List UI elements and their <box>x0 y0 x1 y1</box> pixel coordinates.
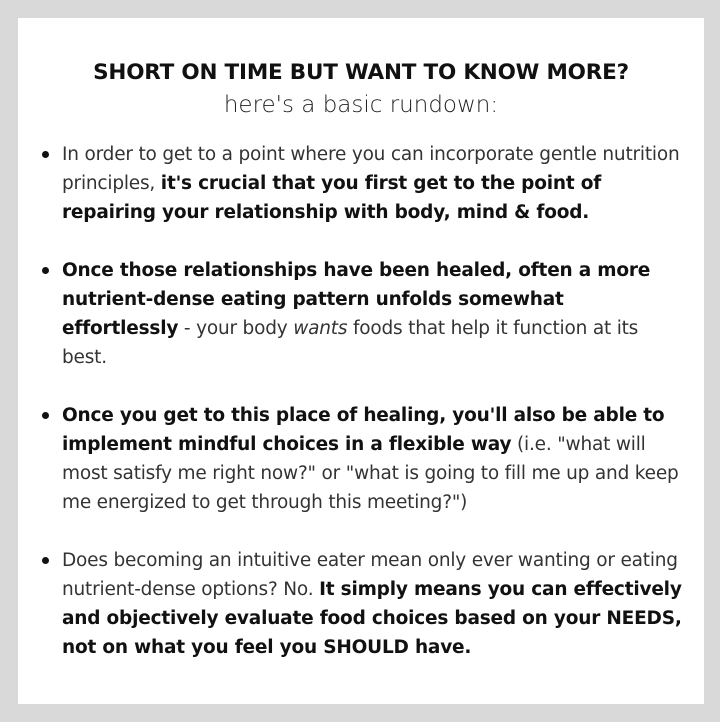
bullet-dot-icon <box>42 412 49 419</box>
point-2-italic: wants <box>293 318 348 339</box>
list-item <box>38 546 684 662</box>
point-4-bold: It simply means you can effectively and objectively evaluate food choices based on your NEEDS, not on what you feel you SHOULD have. <box>62 579 682 658</box>
bullet-list <box>38 140 684 662</box>
bullet-dot-icon <box>42 557 49 564</box>
bullet-dot-icon <box>42 267 49 274</box>
list-item <box>38 140 684 227</box>
point-3-bold: Once you get to this place of healing, you'll also be able to implement mindful choices in a flexible way <box>62 405 665 455</box>
point-2-text-end: foods that help it function at its best. <box>62 318 639 368</box>
point-1-text: In order to get to a point where you can incorporate gentle nutrition principles, <box>62 144 680 194</box>
point-1-bold: it's crucial that you first get to the point of repairing your relationship with body, mind & food. <box>62 173 602 223</box>
page-title: SHORT ON TIME BUT WANT TO KNOW MORE? <box>93 60 629 85</box>
info-card <box>18 18 704 704</box>
list-item <box>38 256 684 372</box>
page-subtitle: here's a basic rundown: <box>223 92 499 118</box>
point-2-text: - your body <box>178 318 294 339</box>
list-item <box>38 401 684 517</box>
point-4-text: Does becoming an intuitive eater mean only ever wanting or eating nutrient-dense options? No. <box>62 550 678 600</box>
point-3-text: (i.e. "what will most satisfy me right now?" or "what is going to fill me up and keep me energized to get through this meeting?") <box>62 434 679 513</box>
point-2-bold: Once those relationships have been healed, often a more nutrient-dense eating pattern unfolds somewhat effortlessly <box>62 260 651 339</box>
bullet-dot-icon <box>42 151 49 158</box>
